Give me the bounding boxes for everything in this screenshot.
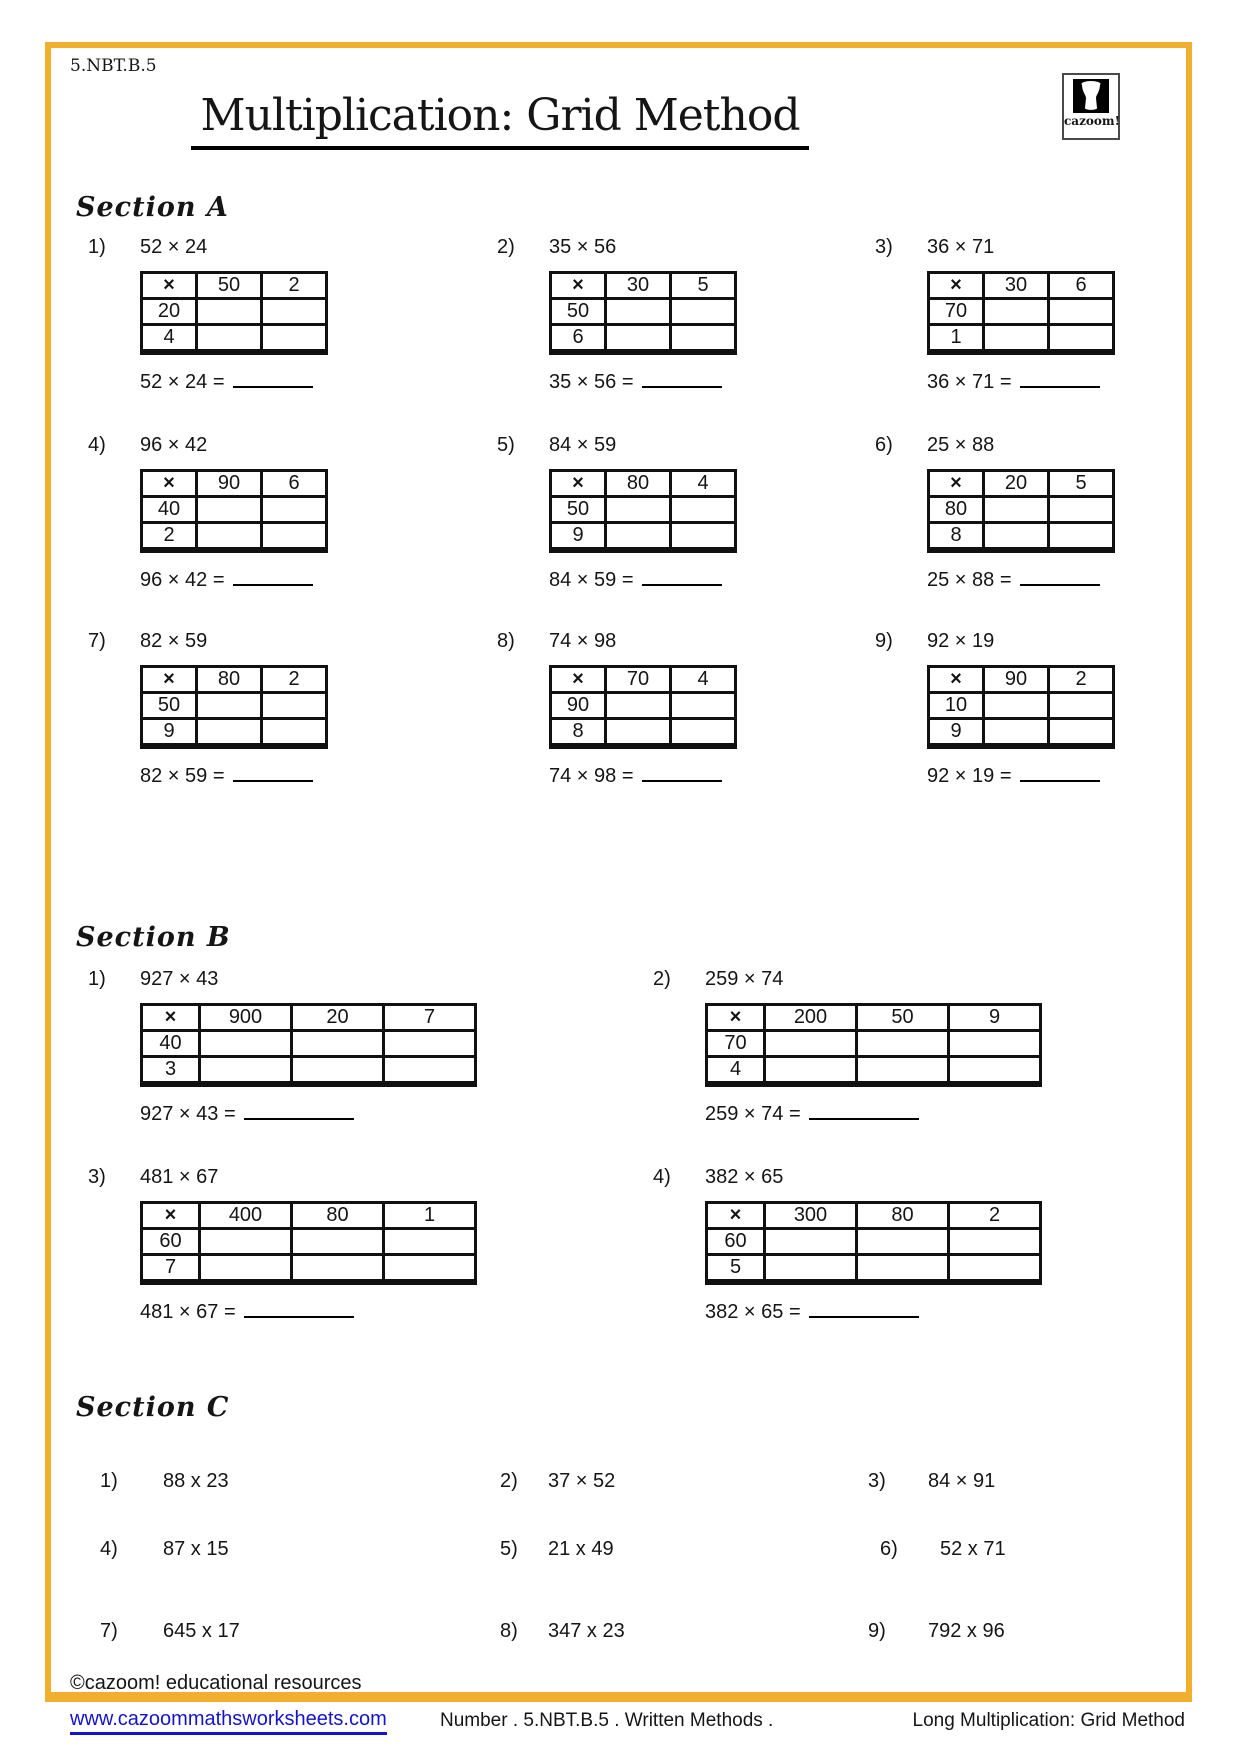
problem-expression: 382 × 65 (705, 1166, 784, 1188)
product-cell (292, 1031, 384, 1057)
product-cell (292, 1229, 384, 1255)
grid-method-table (140, 665, 328, 749)
product-cell (857, 1255, 949, 1283)
product-cell (984, 719, 1049, 747)
section-c-heading: Section C (76, 1392, 230, 1423)
footer-breadcrumb (440, 1710, 1185, 1732)
row-header-cell: 20 (142, 299, 197, 325)
row-header-cell: 70 (707, 1031, 765, 1057)
problem-header (497, 630, 737, 653)
problem-a1 (88, 236, 328, 394)
problem-expression: 347 x 23 (548, 1620, 625, 1642)
answer-prefix: 92 × 19 = (927, 765, 1012, 787)
problem-header (88, 434, 328, 457)
col-header-cell: 20 (984, 471, 1049, 497)
times-symbol-cell: × (142, 1005, 200, 1031)
row-header-cell: 40 (142, 497, 197, 523)
col-header-cell: 30 (606, 273, 671, 299)
row-header-cell: 60 (707, 1229, 765, 1255)
row-header-cell: 5 (707, 1255, 765, 1283)
problem-expression: 481 × 67 (140, 1166, 219, 1188)
row-header-cell: 60 (142, 1229, 200, 1255)
grid-method-table (140, 469, 328, 553)
product-cell (262, 299, 327, 325)
col-header-cell: 90 (197, 471, 262, 497)
problem-c1 (100, 1470, 229, 1493)
row-header-cell: 80 (929, 497, 984, 523)
grid-method-table (140, 271, 328, 355)
row-header-cell: 4 (707, 1057, 765, 1085)
col-header-cell: 6 (1049, 273, 1114, 299)
row-header-cell: 10 (929, 693, 984, 719)
col-header-cell: 80 (857, 1203, 949, 1229)
problem-header (653, 1166, 1042, 1189)
times-symbol-cell: × (707, 1203, 765, 1229)
answer-blank (809, 1302, 919, 1318)
product-cell (197, 497, 262, 523)
product-cell (200, 1255, 292, 1283)
problem-header (497, 236, 737, 259)
col-header-cell: 2 (1049, 667, 1114, 693)
djembe-drum-icon (1064, 79, 1118, 113)
product-cell (200, 1057, 292, 1085)
problem-header (88, 968, 477, 991)
section-a-heading: Section A (76, 192, 229, 223)
answer-line (927, 371, 1115, 394)
problem-number: 3) (88, 1166, 106, 1188)
problem-expression: 645 x 17 (163, 1620, 240, 1642)
problem-header (88, 1166, 477, 1189)
answer-line (140, 765, 328, 788)
answer-prefix: 259 × 74 = (705, 1103, 801, 1125)
row-header-cell: 4 (142, 325, 197, 353)
product-cell (606, 523, 671, 551)
col-header-cell: 6 (262, 471, 327, 497)
product-cell (200, 1229, 292, 1255)
row-header-cell: 1 (929, 325, 984, 353)
problem-expression: 35 × 56 (549, 236, 617, 258)
problem-number: 5) (500, 1538, 518, 1560)
col-header-cell: 200 (765, 1005, 857, 1031)
product-cell (857, 1031, 949, 1057)
answer-prefix: 35 × 56 = (549, 371, 634, 393)
col-header-cell: 50 (197, 273, 262, 299)
times-symbol-cell: × (142, 1203, 200, 1229)
row-header-cell: 50 (551, 299, 606, 325)
grid-method-table (549, 271, 737, 355)
problem-a7 (88, 630, 328, 788)
problem-c6 (880, 1538, 1006, 1561)
times-symbol-cell: × (551, 667, 606, 693)
problem-c8 (500, 1620, 625, 1643)
product-cell (984, 693, 1049, 719)
col-header-cell: 300 (765, 1203, 857, 1229)
problem-b3 (88, 1166, 477, 1324)
product-cell (765, 1255, 857, 1283)
problem-a5 (497, 434, 737, 592)
answer-prefix: 82 × 59 = (140, 765, 225, 787)
answer-prefix: 36 × 71 = (927, 371, 1012, 393)
problem-header (497, 434, 737, 457)
row-header-cell: 70 (929, 299, 984, 325)
problem-header (875, 236, 1115, 259)
product-cell (384, 1031, 476, 1057)
problem-expression: 927 × 43 (140, 968, 219, 990)
problem-number: 8) (497, 630, 515, 652)
col-header-cell: 4 (671, 471, 736, 497)
product-cell (1049, 299, 1114, 325)
problem-expression: 87 x 15 (163, 1538, 229, 1560)
answer-blank (642, 570, 722, 586)
problem-number: 2) (653, 968, 671, 990)
grid-method-table (549, 469, 737, 553)
problem-number: 9) (875, 630, 893, 652)
product-cell (671, 719, 736, 747)
product-cell (262, 325, 327, 353)
problem-expression: 36 × 71 (927, 236, 995, 258)
times-symbol-cell: × (929, 273, 984, 299)
answer-blank (244, 1302, 354, 1318)
answer-blank (642, 766, 722, 782)
problem-number: 2) (497, 236, 515, 258)
row-header-cell: 3 (142, 1057, 200, 1085)
times-symbol-cell: × (142, 667, 197, 693)
col-header-cell: 90 (984, 667, 1049, 693)
problem-expression: 52 × 24 (140, 236, 208, 258)
col-header-cell: 2 (262, 273, 327, 299)
product-cell (765, 1031, 857, 1057)
col-header-cell: 2 (262, 667, 327, 693)
problem-b2 (653, 968, 1042, 1126)
row-header-cell: 9 (142, 719, 197, 747)
problem-c5 (500, 1538, 614, 1561)
problem-number: 7) (100, 1620, 118, 1642)
product-cell (671, 693, 736, 719)
problem-expression: 25 × 88 (927, 434, 995, 456)
answer-prefix: 927 × 43 = (140, 1103, 236, 1125)
answer-prefix: 25 × 88 = (927, 569, 1012, 591)
problem-expression: 92 × 19 (927, 630, 995, 652)
problem-number: 3) (875, 236, 893, 258)
grid-method-table (140, 1003, 477, 1087)
logo-wordmark: cazoom! (1064, 114, 1120, 128)
problem-header (875, 434, 1115, 457)
problem-expression: 74 × 98 (549, 630, 617, 652)
problem-c9 (868, 1620, 1005, 1643)
grid-method-table (927, 271, 1115, 355)
col-header-cell: 80 (197, 667, 262, 693)
answer-line (549, 765, 737, 788)
product-cell (606, 719, 671, 747)
times-symbol-cell: × (142, 471, 197, 497)
row-header-cell: 7 (142, 1255, 200, 1283)
col-header-cell: 5 (1049, 471, 1114, 497)
problem-a3 (875, 236, 1115, 394)
problem-expression: 37 × 52 (548, 1470, 616, 1492)
col-header-cell: 900 (200, 1005, 292, 1031)
section-b-heading: Section B (76, 922, 231, 953)
problem-b1 (88, 968, 477, 1126)
product-cell (606, 693, 671, 719)
col-header-cell: 400 (200, 1203, 292, 1229)
col-header-cell: 80 (292, 1203, 384, 1229)
product-cell (984, 299, 1049, 325)
problem-number: 6) (880, 1538, 898, 1560)
col-header-cell: 4 (671, 667, 736, 693)
grid-method-table (927, 665, 1115, 749)
product-cell (671, 299, 736, 325)
col-header-cell: 1 (384, 1203, 476, 1229)
problem-header (875, 630, 1115, 653)
answer-line (140, 569, 328, 592)
answer-blank (233, 570, 313, 586)
problem-number: 6) (875, 434, 893, 456)
problem-expression: 88 x 23 (163, 1470, 229, 1492)
breadcrumb-right: Long Multiplication: Grid Method (912, 1710, 1185, 1731)
product-cell (984, 523, 1049, 551)
product-cell (384, 1057, 476, 1085)
problem-c7 (100, 1620, 240, 1643)
product-cell (606, 325, 671, 353)
col-header-cell: 20 (292, 1005, 384, 1031)
problem-expression: 792 x 96 (928, 1620, 1005, 1642)
problem-expression: 84 × 91 (928, 1470, 996, 1492)
product-cell (1049, 693, 1114, 719)
times-symbol-cell: × (707, 1005, 765, 1031)
row-header-cell: 9 (551, 523, 606, 551)
product-cell (262, 497, 327, 523)
product-cell (384, 1255, 476, 1283)
row-header-cell: 9 (929, 719, 984, 747)
times-symbol-cell: × (929, 471, 984, 497)
title-wrap (0, 90, 1000, 150)
problem-c2 (500, 1470, 615, 1493)
copyright-text: ©cazoom! educational resources (70, 1672, 362, 1694)
problem-a9 (875, 630, 1115, 788)
product-cell (262, 719, 327, 747)
product-cell (1049, 523, 1114, 551)
product-cell (384, 1229, 476, 1255)
product-cell (262, 693, 327, 719)
col-header-cell: 30 (984, 273, 1049, 299)
row-header-cell: 50 (551, 497, 606, 523)
problem-a2 (497, 236, 737, 394)
product-cell (1049, 497, 1114, 523)
answer-blank (1020, 766, 1100, 782)
product-cell (200, 1031, 292, 1057)
grid-method-table (705, 1003, 1042, 1087)
problem-number: 8) (500, 1620, 518, 1642)
cazoom-logo (1062, 73, 1120, 140)
answer-blank (642, 372, 722, 388)
answer-blank (233, 372, 313, 388)
product-cell (197, 523, 262, 551)
answer-blank (233, 766, 313, 782)
problem-a6 (875, 434, 1115, 592)
col-header-cell: 7 (384, 1005, 476, 1031)
answer-line (705, 1103, 1042, 1126)
row-header-cell: 90 (551, 693, 606, 719)
col-header-cell: 9 (949, 1005, 1041, 1031)
problem-expression: 82 × 59 (140, 630, 208, 652)
product-cell (671, 325, 736, 353)
problem-number: 1) (100, 1470, 118, 1492)
row-header-cell: 8 (551, 719, 606, 747)
product-cell (197, 299, 262, 325)
product-cell (857, 1057, 949, 1085)
problem-expression: 84 × 59 (549, 434, 617, 456)
answer-line (140, 371, 328, 394)
problem-b4 (653, 1166, 1042, 1324)
product-cell (765, 1057, 857, 1085)
grid-method-table (549, 665, 737, 749)
product-cell (671, 523, 736, 551)
page-title: Multiplication: Grid Method (191, 90, 810, 150)
problem-expression: 21 x 49 (548, 1538, 614, 1560)
problem-header (88, 630, 328, 653)
row-header-cell: 6 (551, 325, 606, 353)
times-symbol-cell: × (551, 471, 606, 497)
problem-number: 1) (88, 968, 106, 990)
answer-prefix: 52 × 24 = (140, 371, 225, 393)
product-cell (606, 299, 671, 325)
problem-number: 1) (88, 236, 106, 258)
problem-number: 5) (497, 434, 515, 456)
problem-number: 4) (88, 434, 106, 456)
problem-number: 4) (653, 1166, 671, 1188)
product-cell (949, 1255, 1041, 1283)
product-cell (949, 1229, 1041, 1255)
row-header-cell: 40 (142, 1031, 200, 1057)
problem-number: 4) (100, 1538, 118, 1560)
product-cell (197, 693, 262, 719)
times-symbol-cell: × (929, 667, 984, 693)
answer-line (549, 569, 737, 592)
website-link[interactable]: www.cazoommathsworksheets.com (70, 1708, 387, 1735)
grid-method-table (705, 1201, 1042, 1285)
col-header-cell: 70 (606, 667, 671, 693)
product-cell (197, 719, 262, 747)
product-cell (949, 1057, 1041, 1085)
col-header-cell: 80 (606, 471, 671, 497)
row-header-cell: 2 (142, 523, 197, 551)
col-header-cell: 50 (857, 1005, 949, 1031)
answer-prefix: 74 × 98 = (549, 765, 634, 787)
product-cell (197, 325, 262, 353)
problem-a8 (497, 630, 737, 788)
answer-blank (809, 1104, 919, 1120)
col-header-cell: 5 (671, 273, 736, 299)
product-cell (262, 523, 327, 551)
problem-number: 2) (500, 1470, 518, 1492)
product-cell (949, 1031, 1041, 1057)
grid-method-table (927, 469, 1115, 553)
problem-c4 (100, 1538, 229, 1561)
standard-code: 5.NBT.B.5 (70, 56, 157, 76)
answer-blank (1020, 570, 1100, 586)
breadcrumb-left: Number . 5.NBT.B.5 . Written Methods . (440, 1710, 774, 1731)
product-cell (292, 1057, 384, 1085)
answer-prefix: 481 × 67 = (140, 1301, 236, 1323)
problem-a4 (88, 434, 328, 592)
product-cell (1049, 325, 1114, 353)
times-symbol-cell: × (551, 273, 606, 299)
product-cell (1049, 719, 1114, 747)
answer-prefix: 96 × 42 = (140, 569, 225, 591)
answer-line (927, 765, 1115, 788)
problem-expression: 52 x 71 (940, 1538, 1006, 1560)
product-cell (765, 1229, 857, 1255)
product-cell (292, 1255, 384, 1283)
answer-line (705, 1301, 1042, 1324)
answer-line (549, 371, 737, 394)
product-cell (606, 497, 671, 523)
product-cell (984, 325, 1049, 353)
row-header-cell: 50 (142, 693, 197, 719)
answer-blank (244, 1104, 354, 1120)
answer-prefix: 382 × 65 = (705, 1301, 801, 1323)
problem-expression: 259 × 74 (705, 968, 784, 990)
answer-line (927, 569, 1115, 592)
answer-line (140, 1103, 477, 1126)
problem-number: 7) (88, 630, 106, 652)
answer-line (140, 1301, 477, 1324)
answer-blank (1020, 372, 1100, 388)
problem-header (653, 968, 1042, 991)
problem-expression: 96 × 42 (140, 434, 208, 456)
times-symbol-cell: × (142, 273, 197, 299)
product-cell (984, 497, 1049, 523)
grid-method-table (140, 1201, 477, 1285)
problem-number: 9) (868, 1620, 886, 1642)
row-header-cell: 8 (929, 523, 984, 551)
problem-header (88, 236, 328, 259)
problem-c3 (868, 1470, 995, 1493)
product-cell (671, 497, 736, 523)
product-cell (857, 1229, 949, 1255)
problem-number: 3) (868, 1470, 886, 1492)
answer-prefix: 84 × 59 = (549, 569, 634, 591)
col-header-cell: 2 (949, 1203, 1041, 1229)
